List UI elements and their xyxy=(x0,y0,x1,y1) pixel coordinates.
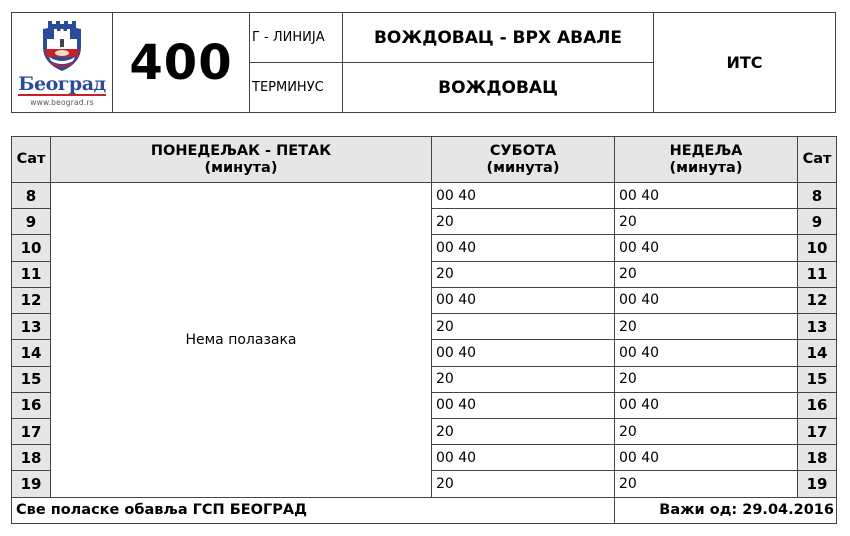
weekday-no-departures: Нема полазака xyxy=(51,183,432,498)
belgrade-coat-of-arms-icon xyxy=(39,19,85,73)
sunday-minutes: 00 40 xyxy=(615,287,798,313)
hour-cell: 12 xyxy=(12,287,51,313)
hour-cell: 9 xyxy=(798,209,837,235)
saturday-minutes: 00 40 xyxy=(432,445,615,471)
sunday-minutes: 20 xyxy=(615,261,798,287)
saturday-minutes: 00 40 xyxy=(432,392,615,418)
hour-cell: 16 xyxy=(12,392,51,418)
terminus-label: ТЕРМИНУС xyxy=(250,63,343,113)
valid-from-date: Важи од: 29.04.2016 xyxy=(615,497,837,523)
hour-cell: 15 xyxy=(798,366,837,392)
sunday-minutes: 00 40 xyxy=(615,340,798,366)
saturday-minutes: 20 xyxy=(432,209,615,235)
hour-column-header-left: Сат xyxy=(12,137,51,183)
sunday-column-header xyxy=(615,137,798,183)
hour-column-header-right: Сат xyxy=(798,137,837,183)
sunday-minutes: 20 xyxy=(615,471,798,497)
saturday-minutes: 00 40 xyxy=(432,287,615,313)
saturday-minutes: 20 xyxy=(432,418,615,444)
sunday-minutes: 00 40 xyxy=(615,183,798,209)
terminus-name: ВОЖДОВАЦ xyxy=(343,63,654,113)
sunday-title: НЕДЕЉА xyxy=(669,142,743,159)
saturday-minutes: 00 40 xyxy=(432,235,615,261)
hour-cell: 17 xyxy=(798,418,837,444)
saturday-minutes: 20 xyxy=(432,366,615,392)
saturday-minutes: 00 40 xyxy=(432,183,615,209)
route-header-table xyxy=(11,12,836,113)
timetable-footer-row xyxy=(12,497,837,523)
weekday-column-header xyxy=(51,137,432,183)
hour-cell: 11 xyxy=(798,261,837,287)
hour-cell: 9 xyxy=(12,209,51,235)
hour-cell: 14 xyxy=(12,340,51,366)
saturday-subtitle: (минута) xyxy=(486,159,560,176)
hour-cell: 18 xyxy=(12,445,51,471)
operator-note: Све поласке обавља ГСП БЕОГРАД xyxy=(12,497,615,523)
saturday-title: СУБОТА xyxy=(489,142,557,159)
city-url: www.beograd.rs xyxy=(30,97,94,107)
sunday-minutes: 20 xyxy=(615,366,798,392)
saturday-column-header xyxy=(432,137,615,183)
timetable-header-row xyxy=(12,137,837,183)
route-name: ВОЖДОВАЦ - ВРХ АВАЛЕ xyxy=(343,13,654,63)
hour-cell: 14 xyxy=(798,340,837,366)
hour-cell: 16 xyxy=(798,392,837,418)
hour-cell: 11 xyxy=(12,261,51,287)
hour-cell: 17 xyxy=(12,418,51,444)
hour-cell: 19 xyxy=(798,471,837,497)
hour-cell: 8 xyxy=(12,183,51,209)
weekday-subtitle: (минута) xyxy=(204,159,278,176)
sunday-minutes: 00 40 xyxy=(615,392,798,418)
logo-cell xyxy=(12,13,113,113)
hour-cell: 10 xyxy=(12,235,51,261)
line-number: 400 xyxy=(113,13,250,113)
timetable xyxy=(11,136,837,524)
hour-cell: 10 xyxy=(798,235,837,261)
city-name: Београд xyxy=(18,72,106,95)
saturday-minutes: 20 xyxy=(432,261,615,287)
table-row xyxy=(12,183,837,209)
hour-cell: 12 xyxy=(798,287,837,313)
hour-cell: 13 xyxy=(12,314,51,340)
operator-name: ИТС xyxy=(654,13,836,113)
line-type-label: Г - ЛИНИЈА xyxy=(250,13,343,63)
saturday-minutes: 20 xyxy=(432,314,615,340)
weekday-title: ПОНЕДЕЉАК - ПЕТАК xyxy=(150,142,332,159)
sunday-minutes: 00 40 xyxy=(615,445,798,471)
sunday-minutes: 20 xyxy=(615,209,798,235)
city-logo xyxy=(16,19,108,107)
sunday-minutes: 00 40 xyxy=(615,235,798,261)
sunday-minutes: 20 xyxy=(615,418,798,444)
hour-cell: 13 xyxy=(798,314,837,340)
sunday-minutes: 20 xyxy=(615,314,798,340)
hour-cell: 8 xyxy=(798,183,837,209)
hour-cell: 19 xyxy=(12,471,51,497)
saturday-minutes: 20 xyxy=(432,471,615,497)
hour-cell: 15 xyxy=(12,366,51,392)
hour-cell: 18 xyxy=(798,445,837,471)
sunday-subtitle: (минута) xyxy=(669,159,743,176)
saturday-minutes: 00 40 xyxy=(432,340,615,366)
